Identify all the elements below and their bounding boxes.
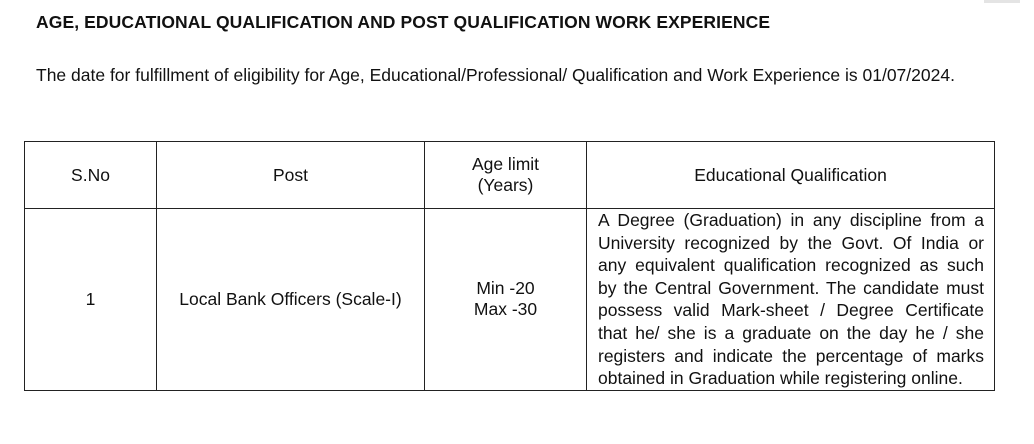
cell-age-limit — [425, 209, 587, 391]
cell-sno: 1 — [25, 209, 157, 391]
header-age-limit — [425, 142, 587, 209]
section-heading: AGE, EDUCATIONAL QUALIFICATION AND POST QUALIFICATION WORK EXPERIENCE — [36, 12, 771, 32]
qualification-table — [24, 141, 995, 391]
header-educational-qualification: Educational Qualification — [587, 142, 995, 209]
page-corner-mark — [984, 0, 1020, 3]
header-age-limit-line1: Age limit — [471, 154, 540, 174]
header-post: Post — [157, 142, 425, 209]
header-age-limit-line2: (Years) — [477, 175, 534, 195]
table-row — [25, 209, 995, 391]
cell-post: Local Bank Officers (Scale-I) — [157, 209, 425, 391]
eligibility-date-paragraph: The date for fulfillment of eligibility for Age, Educational/Professional/ Qualification and Work Experience is 01/07/2024. — [36, 65, 955, 85]
cell-educational-qualification: A Degree (Graduation) in any discipline from a University recognized by the Govt. Of India or any equivalent qualification recognized as such by the Central Government. The candidate must possess valid Mark-sheet / Degree Certificate that he/ she is a graduate on the day he / she registers and indicate the percentage of marks obtained in Graduation while registering online. — [587, 209, 995, 391]
table-header-row — [25, 142, 995, 209]
age-max: Max -30 — [473, 299, 538, 320]
header-sno: S.No — [25, 142, 157, 209]
age-min: Min -20 — [476, 278, 535, 299]
